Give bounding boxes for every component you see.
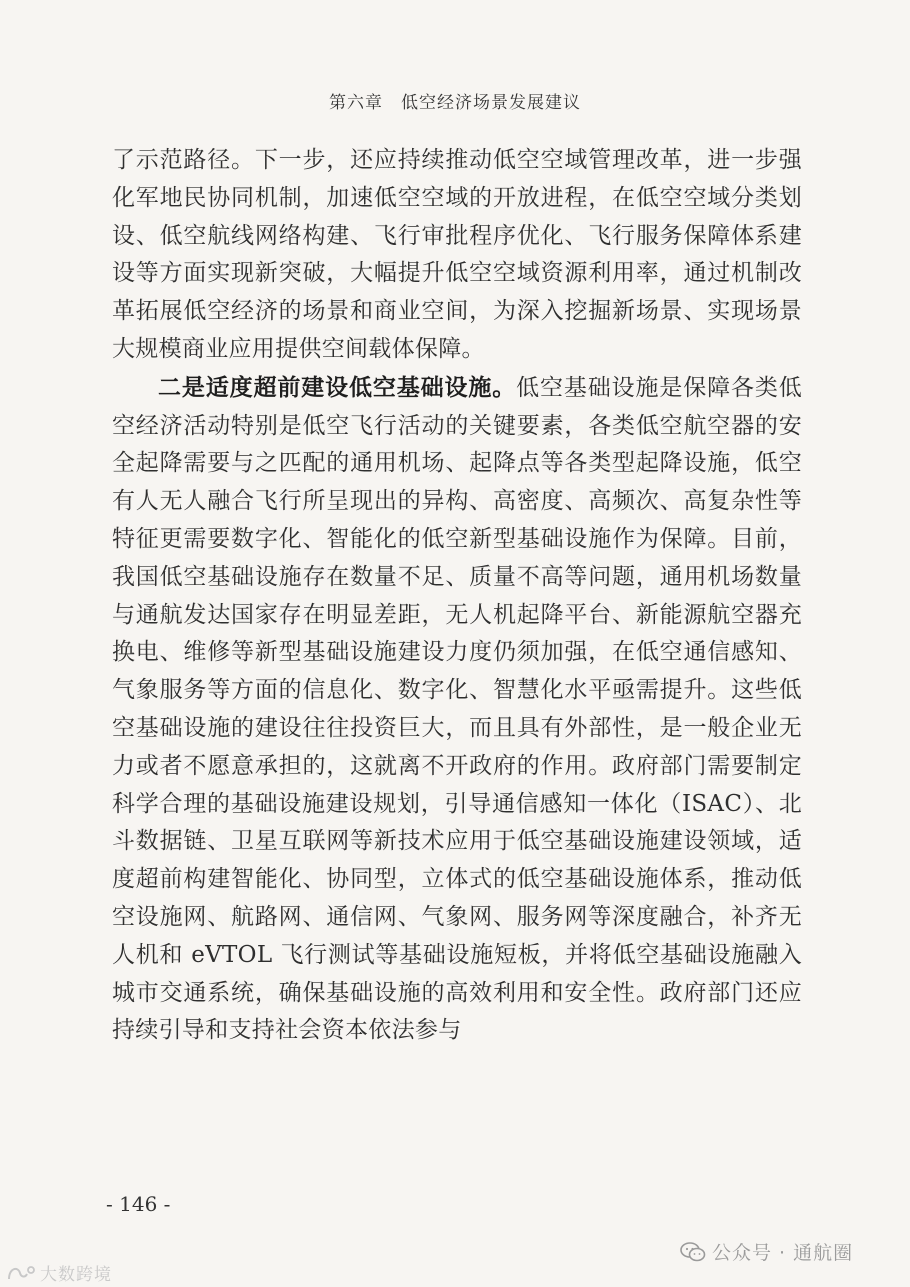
page-number: - 146 - <box>106 1192 171 1216</box>
wechat-icon <box>680 1242 706 1262</box>
paragraph-1: 了示范路径。下一步，还应持续推动低空空域管理改革，进一步强化军地民协同机制，加速低空空域的开放进程，在低空空域分类划设、低空航线网络构建、飞行审批程序优化、飞行服务保障体系建设等方面实现新突破，大幅提升低空空域资源利用率，通过机制改革拓展低空经济的场景和商业空间，为深入挖掘新场景、实现场景大规模商业应用提供空间载体保障。 <box>112 147 802 362</box>
body-text <box>112 142 802 1050</box>
paragraph-2-rest: 低空基础设施是保障各类低空经济活动特别是低空飞行活动的关键要素，各类低空航空器的安全起降需要与之匹配的通用机场、起降点等各类型起降设施，低空有人无人融合飞行所呈现出的异构、高密度、高频次、高复杂性等特征更需要数字化、智能化的低空新型基础设施作为保障。目前，我国低空基础设施存在数量不足、质量不高等问题，通用机场数量与通航发达国家存在明显差距，无人机起降平台、新能源航空器充换电、维修等新型基础设施建设力度仍须加强，在低空通信感知、气象服务等方面的信息化、数字化、智慧化水平亟需提升。这些低空基础设施的建设往往投资巨大，而且具有外部性，是一般企业无力或者不愿意承担的，这就离不开政府的作用。政府部门需要制定科学合理的基础设施建设规划，引导通信感知一体化（ISAC）、北斗数据链、卫星互联网等新技术应用于低空基础设施建设领域，适度超前构建智能化、协同型，立体式的低空基础设施体系，推动低空设施网、航路网、通信网、气象网、服务网等深度融合，补齐无人机和 eVTOL 飞行测试等基础设施短板，并将低空基础设施融入城市交通系统，确保基础设施的高效利用和安全性。政府部门还应持续引导和支持社会资本依法参与 <box>112 374 802 1044</box>
running-header: 第六章 低空经济场景发展建议 <box>329 93 581 113</box>
brand-icon <box>6 1264 36 1282</box>
paragraph-2 <box>112 369 802 1050</box>
watermark-right-text: 公众号 · 通航圈 <box>712 1242 854 1264</box>
watermark-right <box>680 1238 853 1265</box>
watermark-left <box>6 1260 112 1285</box>
watermark-left-text: 大数跨境 <box>40 1265 112 1285</box>
paragraph-2-lead: 二是适度超前建设低空基础设施。 <box>158 373 517 401</box>
